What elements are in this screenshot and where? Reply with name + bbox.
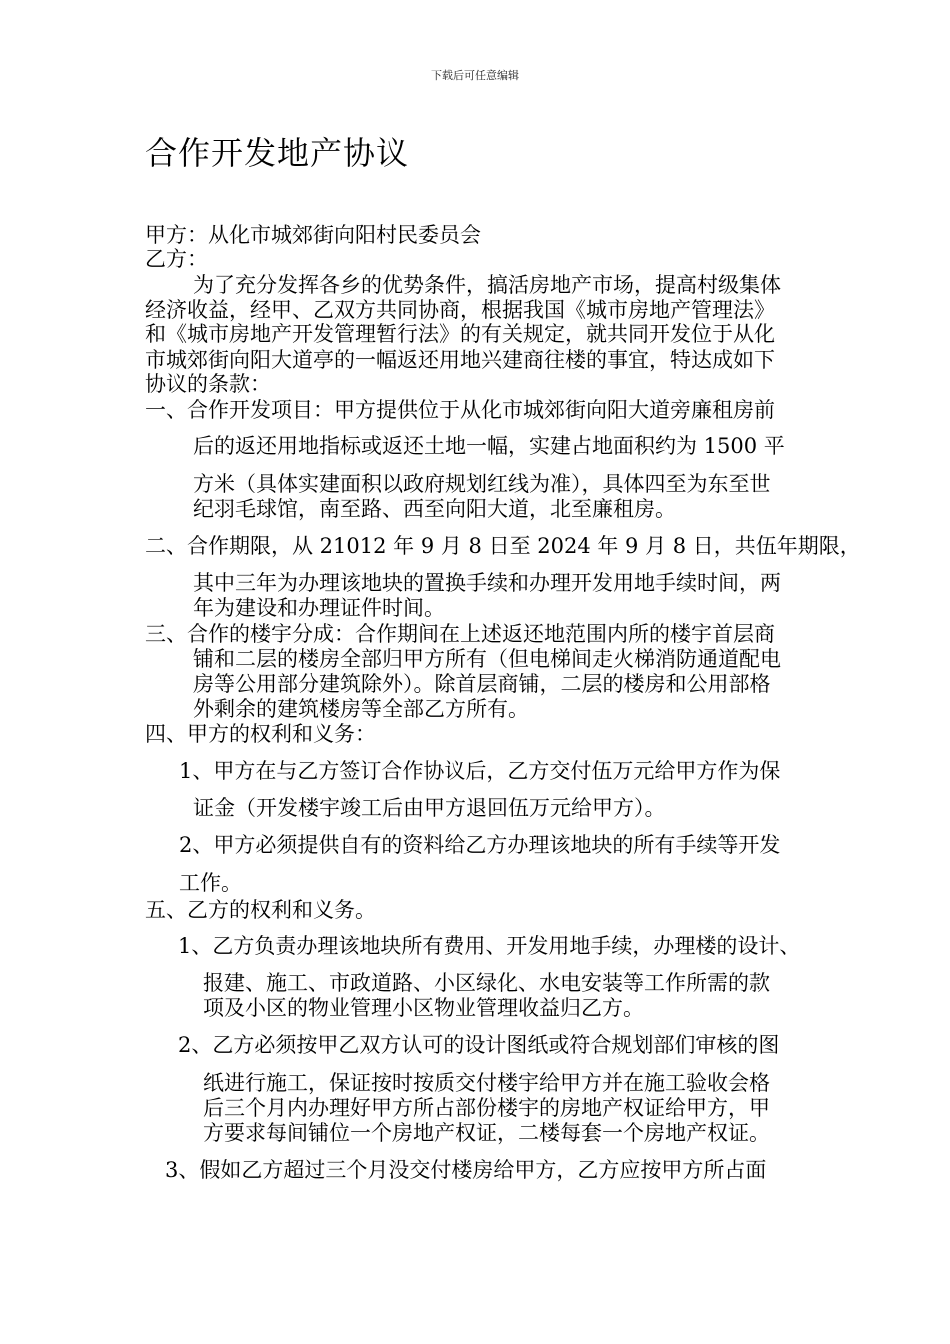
clause-5-item: 后三个月内办理好甲方所占部份楼宇的房地产权证给甲方，甲 bbox=[203, 1096, 770, 1120]
intro-line: 经济收益，经甲、乙双方共同协商，根据我国《城市房地产管理法》 bbox=[145, 298, 775, 322]
clause-3-line: 三、合作的楼宇分成：合作期间在上述返还地范围内所的楼宇首层商 bbox=[145, 622, 775, 646]
intro-line: 市城郊街向阳大道亭的一幅返还用地兴建商往楼的事宜，特达成如下 bbox=[145, 348, 775, 372]
clause-5-item: 3、假如乙方超过三个月没交付楼房给甲方，乙方应按甲方所占面 bbox=[165, 1158, 767, 1182]
clause-4-item: 2、甲方必须提供自有的资料给乙方办理该地块的所有手续等开发 bbox=[179, 833, 781, 857]
clause-1-line: 一、合作开发项目：甲方提供位于从化市城郊街向阳大道旁廉租房前 bbox=[145, 398, 775, 422]
clause-3-line: 外剩余的建筑楼房等全部乙方所有。 bbox=[193, 697, 529, 721]
clause-2-line: 其中三年为办理该地块的置换手续和办理开发用地手续时间，两 bbox=[193, 571, 781, 595]
clause-3-line: 铺和二层的楼房全部归甲方所有（但电梯间走火梯消防通道配电 bbox=[193, 647, 781, 671]
clause-5-item: 方要求每间铺位一个房地产权证，二楼每套一个房地产权证。 bbox=[203, 1121, 770, 1145]
header-note: 下载后可任意编辑 bbox=[431, 69, 519, 82]
intro-line: 为了充分发挥各乡的优势条件，搞活房地产市场，提高村级集体 bbox=[193, 273, 781, 297]
clause-1-line: 纪羽毛球馆，南至路、西至向阳大道，北至廉租房。 bbox=[193, 497, 676, 521]
document-title: 合作开发地产协议 bbox=[145, 134, 410, 172]
clause-5-item: 报建、施工、市政道路、小区绿化、水电安装等工作所需的款 bbox=[203, 971, 770, 995]
clause-5-item: 2、乙方必须按甲乙双方认可的设计图纸或符合规划部们审核的图 bbox=[178, 1033, 780, 1057]
clause-4-item: 1、甲方在与乙方签订合作协议后，乙方交付伍万元给甲方作为保 bbox=[179, 759, 781, 783]
clause-5-item: 1、乙方负责办理该地块所有费用、开发用地手续，办理楼的设计、 bbox=[178, 934, 801, 958]
party-b-line: 乙方： bbox=[145, 247, 208, 271]
clause-4-item: 工作。 bbox=[179, 871, 242, 895]
clause-2-line: 二、合作期限，从 21012 年 9 月 8 日至 2024 年 9 月 8 日，共伍年期限， bbox=[145, 534, 861, 558]
intro-line: 和《城市房地产开发管理暂行法》的有关规定，就共同开发位于从化 bbox=[145, 322, 775, 346]
clause-3-line: 房等公用部分建筑除外）。除首层商铺，二层的楼房和公用部格 bbox=[193, 672, 771, 696]
party-a-line: 甲方：从化市城郊街向阳村民委员会 bbox=[145, 223, 481, 247]
clause-5-item: 项及小区的物业管理小区物业管理收益归乙方。 bbox=[203, 996, 644, 1020]
intro-line: 协议的条款： bbox=[145, 372, 271, 396]
clause-1-line: 后的返还用地指标或返还土地一幅，实建占地面积约为 1500 平 bbox=[193, 434, 785, 458]
clause-5-heading: 五、乙方的权利和义务。 bbox=[145, 898, 376, 922]
clause-2-line: 年为建设和办理证件时间。 bbox=[193, 596, 445, 620]
clause-1-line: 方米（具体实建面积以政府规划红线为准），具体四至为东至世 bbox=[193, 472, 771, 496]
clause-4-heading: 四、甲方的权利和义务： bbox=[145, 722, 376, 746]
clause-5-item: 纸进行施工，保证按时按质交付楼宇给甲方并在施工验收会格 bbox=[203, 1071, 770, 1095]
clause-4-item: 证金（开发楼宇竣工后由甲方退回伍万元给甲方）。 bbox=[193, 796, 666, 820]
